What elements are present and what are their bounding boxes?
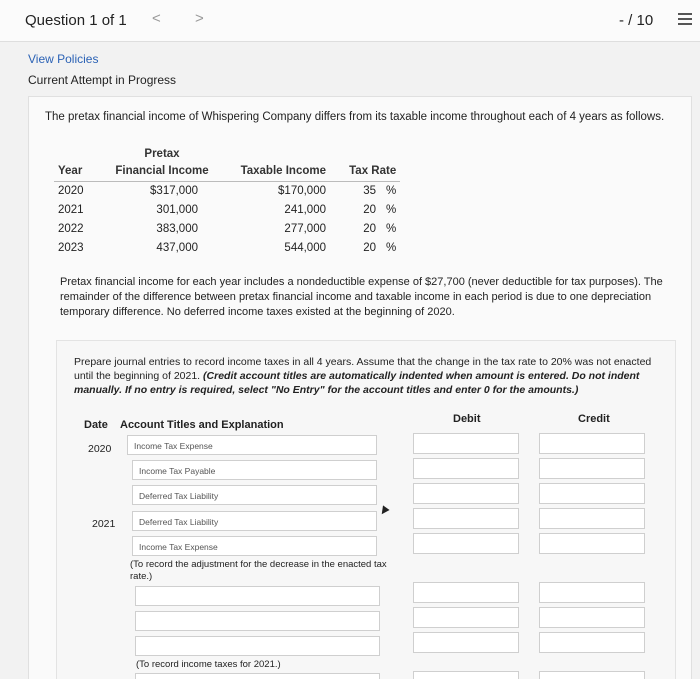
account-title-field[interactable]: Income Tax Payable: [132, 460, 377, 480]
problem-paragraph: Pretax financial income for each year includes a nondeductible expense of $27,700 (never deductible for tax purposes). The remainder of the difference between pretax financial income and taxable income in each period is due to one depreciation temporary difference. No deferred income taxes existed at the beginning of 2020.: [60, 276, 663, 318]
income-data-table: [54, 147, 400, 258]
debit-amount-field[interactable]: [413, 458, 519, 479]
year-cell: 2020: [58, 185, 84, 198]
year-cell: 2022: [58, 223, 84, 235]
account-title-field[interactable]: [135, 611, 380, 631]
debit-amount-field[interactable]: [413, 508, 519, 529]
credit-amount-field[interactable]: [539, 508, 645, 529]
debit-amount-field[interactable]: [413, 607, 519, 628]
header-tax-rate: Tax Rate: [330, 164, 400, 182]
debit-amount-field[interactable]: [413, 671, 519, 679]
debit-amount-field[interactable]: [413, 533, 519, 554]
account-title-field[interactable]: Income Tax Expense: [132, 536, 377, 556]
rate-cell: 35: [363, 185, 376, 198]
question-list-icon[interactable]: [678, 13, 692, 27]
income-tax-note: (To record income taxes for 2021.): [136, 659, 281, 670]
account-title-field[interactable]: [135, 673, 380, 679]
instructions: [74, 355, 659, 397]
table-row: [54, 201, 400, 220]
question-card: [28, 96, 692, 679]
account-title-field[interactable]: [135, 586, 380, 606]
taxable-cell: 277,000: [284, 223, 326, 235]
account-title-field[interactable]: [135, 636, 380, 656]
credit-amount-field[interactable]: [539, 632, 645, 653]
taxable-cell: 544,000: [284, 242, 326, 254]
rate-cell: 20: [363, 204, 376, 216]
instructions-note: (Credit account titles are automatically indented when amount is entered. Do not indent manually. If no entry is required, select "No Entry" for the account titles and enter 0 for the amounts.): [74, 370, 640, 396]
taxable-cell: 241,000: [284, 204, 326, 216]
header-taxable-income: Taxable Income: [222, 164, 330, 182]
pretax-cell: 383,000: [156, 223, 198, 235]
table-row: [54, 220, 400, 239]
header-pretax: Pretax: [144, 148, 180, 160]
problem-intro: The pretax financial income of Whispering Company differs from its taxable income throughout each of 4 years as follows.: [45, 111, 665, 123]
credit-amount-field[interactable]: [539, 483, 645, 504]
table-row: [54, 239, 400, 258]
question-header: [0, 0, 700, 42]
table-row: [54, 182, 400, 201]
col-header-date: Date: [84, 419, 108, 431]
percent-sign: %: [386, 185, 397, 198]
next-question-button[interactable]: >: [195, 10, 204, 27]
adjustment-note: (To record the adjustment for the decrease in the enacted tax rate.): [130, 559, 387, 582]
credit-amount-field[interactable]: [539, 433, 645, 454]
journal-entry-panel: [56, 340, 676, 679]
account-title-field[interactable]: Deferred Tax Liability: [132, 485, 377, 505]
pretax-cell: 301,000: [156, 204, 198, 216]
year-cell: 2023: [58, 242, 84, 254]
percent-sign: %: [386, 204, 397, 216]
col-header-credit: Credit: [578, 413, 610, 425]
credit-amount-field[interactable]: [539, 582, 645, 603]
pretax-cell: 437,000: [156, 242, 198, 254]
taxable-cell: $170,000: [278, 185, 326, 198]
col-header-account: Account Titles and Explanation: [120, 419, 284, 431]
score-display: - / 10: [619, 12, 654, 29]
question-counter: Question 1 of 1: [25, 12, 127, 29]
rate-cell: 20: [363, 242, 376, 254]
account-title-field[interactable]: Deferred Tax Liability: [132, 511, 377, 531]
col-header-debit: Debit: [453, 413, 481, 425]
account-title-field[interactable]: Income Tax Expense: [127, 435, 377, 455]
debit-amount-field[interactable]: [413, 632, 519, 653]
rate-cell: 20: [363, 223, 376, 235]
percent-sign: %: [386, 242, 397, 254]
entry-date-2020: 2020: [88, 443, 112, 455]
debit-amount-field[interactable]: [413, 483, 519, 504]
credit-amount-field[interactable]: [539, 458, 645, 479]
credit-amount-field[interactable]: [539, 607, 645, 628]
credit-amount-field[interactable]: [539, 533, 645, 554]
debit-amount-field[interactable]: [413, 433, 519, 454]
year-cell: 2021: [58, 204, 84, 216]
instructions-text: Prepare journal entries to record income taxes in all 4 years. Assume that the change in the tax rate to 20% was not enacted until the beginning of 2021.: [74, 356, 652, 382]
previous-question-button[interactable]: <: [152, 10, 161, 27]
credit-amount-field[interactable]: [539, 671, 645, 679]
entry-date-2021: 2021: [92, 518, 116, 530]
percent-sign: %: [386, 223, 397, 235]
header-year: Year: [54, 164, 102, 182]
pretax-cell: $317,000: [150, 185, 198, 198]
debit-amount-field[interactable]: [413, 582, 519, 603]
view-policies-link[interactable]: View Policies: [28, 52, 99, 66]
header-financial-income: Financial Income: [102, 164, 222, 182]
attempt-status: Current Attempt in Progress: [28, 73, 177, 87]
